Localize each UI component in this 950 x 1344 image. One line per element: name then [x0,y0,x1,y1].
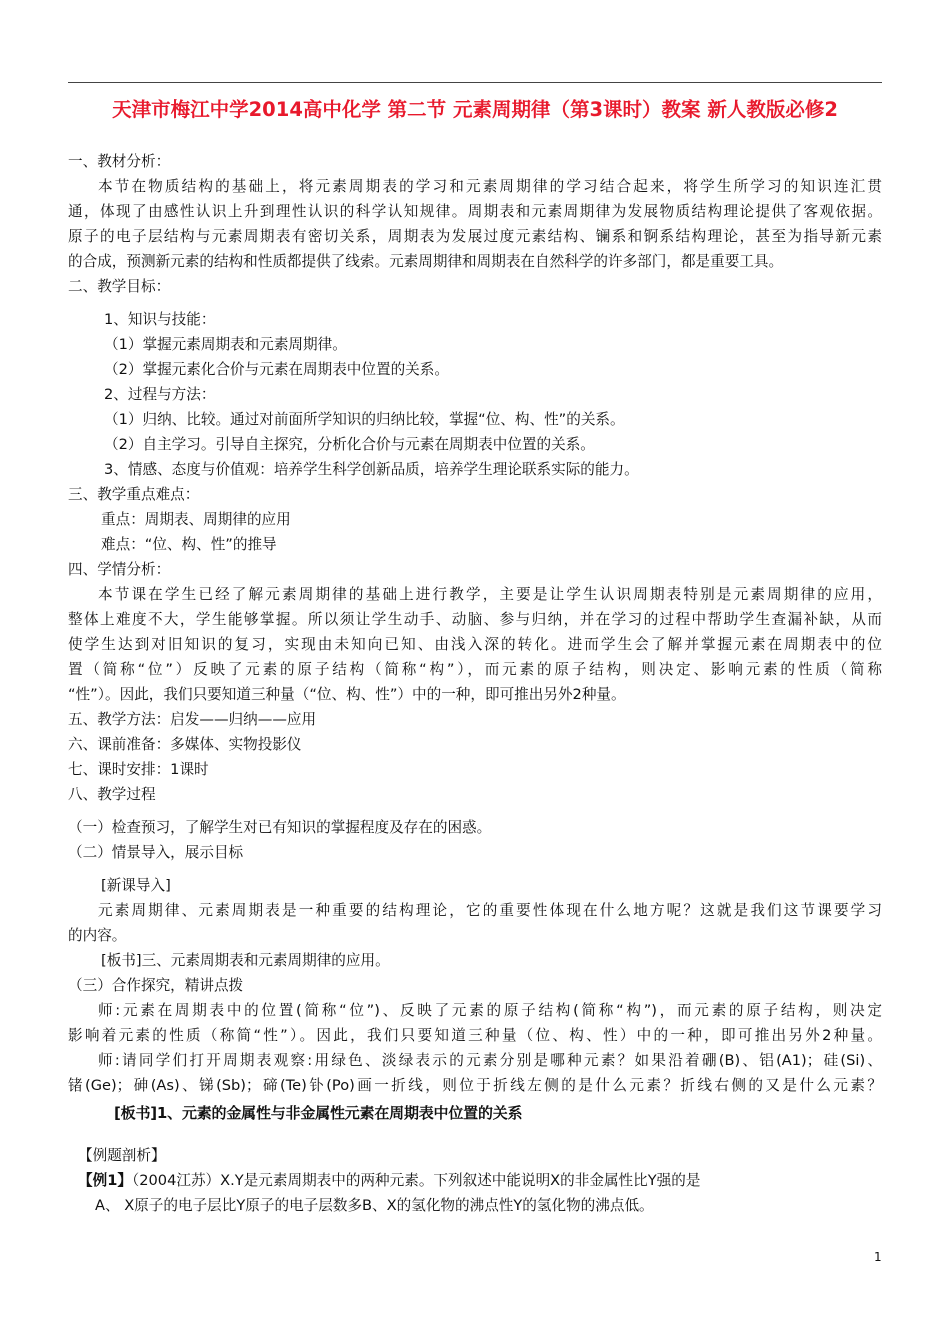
section-heading-student-analysis: 四、学情分析： [68,561,171,578]
paragraph-line: 师:元素在周期表中的位置(简称“位”)、反映了元素的原子结构(简称“构”)，而元素的原子结构，则决定 [98,1002,882,1019]
section-heading-key-points: 三、教学重点难点： [68,486,200,503]
paragraph-line: 的合成，预测新元素的结构和性质都提供了线索。元素周期律和周期表在自然科学的许多部门，都是重要工具。 [68,253,784,270]
goal-knowledge-heading: 1、知识与技能： [104,311,216,328]
paragraph-line: 元素周期律、元素周期表是一种重要的结构理论，它的重要性体现在什么地方呢？这就是我们这节课要学习 [98,902,882,919]
example-heading: 【例题剖析】 [78,1147,166,1164]
example-question [78,1171,700,1191]
goal-item: （2）自主学习。引导自主探究，分析化合价与元素在周期表中位置的关系。 [104,436,595,453]
example-tag: 【例1】 [78,1172,132,1189]
example-option-a: A、 X原子的电子层比Y原子的电子层数多B、X的氢化物的沸点性Y的氢化物的沸点低。 [95,1197,654,1214]
paragraph-line: 通，体现了由感性认识上升到理性认识的科学认知规律。周期表和元素周期律为发展物质结构理论提供了客观依据。 [68,203,882,220]
goal-item: （1）归纳、比较。通过对前面所学知识的归纳比较，掌握“位、构、性”的关系。 [104,411,625,428]
board-note-bold: [板书]1、元素的金属性与非金属性元素在周期表中位置的关系 [114,1104,523,1122]
process-step: （一）检查预习，了解学生对已有知识的掌握程度及存在的困惑。 [68,819,492,836]
paragraph-line: 本节在物质结构的基础上，将元素周期表的学习和元素周期律的学习结合起来，将学生所学习的知识连汇贯 [98,178,882,195]
paragraph-line: 影响着元素的性质（称简“性”）。因此，我们只要知道三种量（位、构、性）中的一种，即可推出另外2种量。 [68,1027,882,1044]
new-lesson-tag: [新课导入] [101,877,171,894]
page-title: 天津市梅江中学2014高中化学 第二节 元素周期律（第3课时）教案 新人教版必修2 [112,98,838,121]
paragraph-line: 锗(Ge)；砷(As)、锑(Sb)；碲(Te)钋(Po)画一折线，则位于折线左侧的是什么元素？折线右侧的又是什么元素？ [68,1077,882,1094]
section-preparation: 六、课前准备：多媒体、实物投影仪 [68,736,302,753]
goal-item: （1）掌握元素周期表和元素周期律。 [104,336,347,353]
paragraph-line: 的内容。 [68,927,127,944]
paragraph-line: 原子的电子层结构与元素周期表有密切关系，周期表为发展过度元素结构、镧系和锕系结构理论，甚至为指导新元素 [68,228,882,245]
key-point: 重点：周期表、周期律的应用 [101,511,291,528]
goal-emotion: 3、情感、态度与价值观：培养学生科学创新品质，培养学生理论联系实际的能力。 [104,461,639,478]
example-question-text: （2004江苏）X.Y是元素周期表中的两种元素。下列叙述中能说明X的非金属性比Y强的是 [131,1172,701,1189]
process-step: （二）情景导入，展示目标 [68,844,244,861]
goal-item: （2）掌握元素化合价与元素在周期表中位置的关系。 [104,361,449,378]
paragraph-line: 使学生达到对旧知识的复习，实现由未知向已知、由浅入深的转化。进而学生会了解并掌握元素在周期表中的位 [68,636,882,653]
difficult-point: 难点：“位、构、性”的推导 [101,536,277,553]
paragraph-line: 本节课在学生已经了解元素周期律的基础上进行教学，主要是让学生认识周期表特别是元素周期律的应用， [98,586,882,603]
section-heading-teaching-goals: 二、教学目标： [68,278,171,295]
section-teaching-method: 五、教学方法：启发——归纳——应用 [68,711,317,728]
paragraph-line: 置（简称“位”）反映了元素的原子结构（简称“构”），而元素的原子结构，则决定、影响元素的性质（简称 [68,661,882,678]
paragraph-line: 整体上难度不大，学生能够掌握。所以须让学生动手、动脑、参与归纳，并在学习的过程中帮助学生查漏补缺，从而 [68,611,882,628]
section-schedule: 七、课时安排：1课时 [68,761,209,778]
header-rule [68,82,882,83]
board-note: [板书]三、元素周期表和元素周期律的应用。 [101,952,390,969]
goal-process-heading: 2、过程与方法： [104,386,216,403]
section-heading-textbook-analysis: 一、教材分析： [68,153,171,170]
process-step: （三）合作探究，精讲点拨 [68,977,244,994]
paragraph-line: “性”）。因此，我们只要知道三种量（“位、构、性”）中的一种，即可推出另外2种量。 [68,686,626,703]
page-number: 1 [874,1250,882,1264]
paragraph-line: 师:请同学们打开周期表观察:用绿色、淡绿表示的元素分别是哪种元素？如果沿着硼(B)、铝(A1)；硅(Si)、 [98,1052,882,1069]
section-heading-teaching-process: 八、教学过程 [68,786,156,803]
